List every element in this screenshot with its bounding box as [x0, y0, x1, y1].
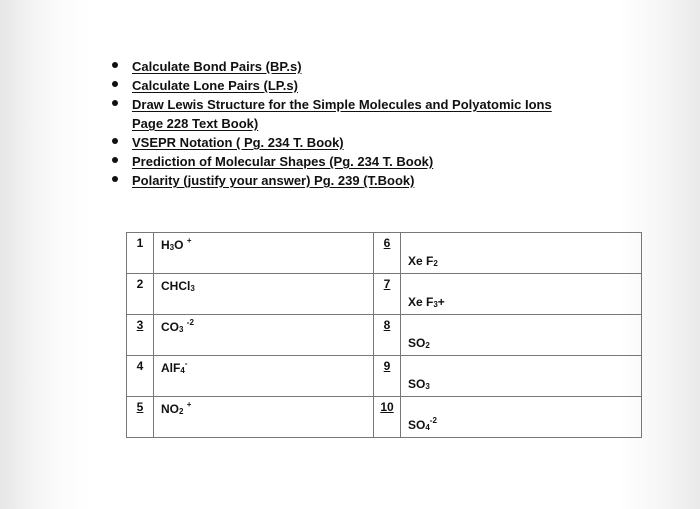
row-number: 8 [374, 315, 401, 356]
task-lone-pairs: Calculate Lone Pairs (LP.s) [112, 76, 632, 95]
row-number: 6 [374, 233, 401, 274]
table-row [127, 233, 642, 274]
row-number: 7 [374, 274, 401, 315]
row-number: 4 [127, 356, 154, 397]
task-polarity: Polarity (justify your answer) Pg. 239 (T.Book) [112, 171, 632, 190]
bullet-icon [112, 157, 118, 163]
row-number: 2 [127, 274, 154, 315]
table-row [127, 274, 642, 315]
formula-cell: $H_3O$ + [154, 233, 374, 274]
row-number: 1 [127, 233, 154, 274]
formula-cell: $CO_3$ $^{-2}$ [154, 315, 374, 356]
row-number: 9 [374, 356, 401, 397]
bullet-icon [112, 62, 118, 68]
table-row [127, 397, 642, 438]
task-vsepr: VSEPR Notation ( Pg. 234 T. Book) [112, 133, 632, 152]
bullet-icon [112, 81, 118, 87]
row-number: 10 [374, 397, 401, 438]
formula-cell: CHCl$_3$ [154, 274, 374, 315]
formula-cell: Xe $F_3+$ [401, 274, 642, 315]
molecule-table [126, 232, 642, 438]
bullet-icon [112, 100, 118, 106]
formula-cell: $SO_4^{-2}$ [401, 397, 642, 438]
bullet-icon [112, 176, 118, 182]
row-number: 5 [127, 397, 154, 438]
task-bond-pairs: Calculate Bond Pairs (BP.s) [112, 57, 632, 76]
formula-cell: $SO_2$ [401, 315, 642, 356]
formula-cell: $SO_3$ [401, 356, 642, 397]
row-number: 3 [127, 315, 154, 356]
table-row [127, 315, 642, 356]
task-molecular-shapes: Prediction of Molecular Shapes (Pg. 234 T. Book) [112, 152, 632, 171]
table-row [127, 356, 642, 397]
formula-cell: Xe $F_2$ [401, 233, 642, 274]
formula-cell: $NO_2$ + [154, 397, 374, 438]
task-list [112, 57, 632, 190]
task-lewis-structure: Draw Lewis Structure for the Simple Molecules and Polyatomic Ions Page 228 Text Book) [112, 95, 632, 133]
bullet-icon [112, 138, 118, 144]
formula-cell: AlF$_4$- [154, 356, 374, 397]
